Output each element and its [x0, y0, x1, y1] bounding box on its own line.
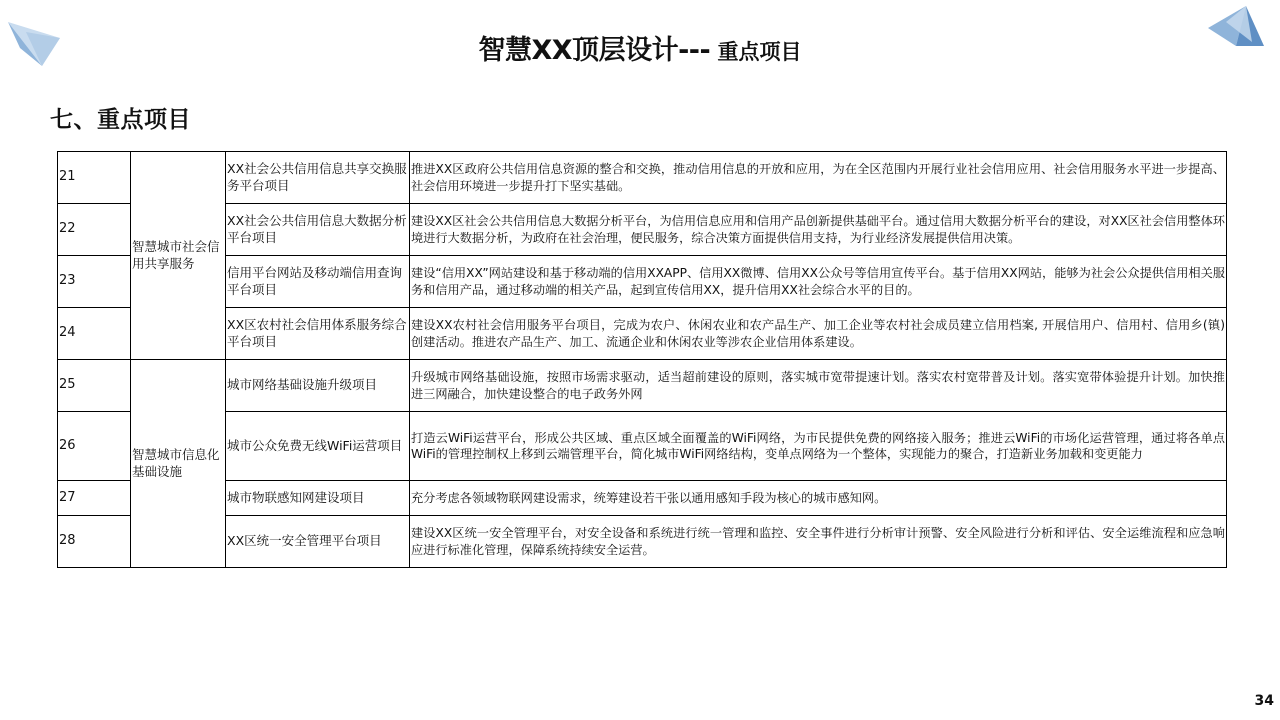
project-name: XX区农村社会信用体系服务综合平台项目: [226, 308, 410, 360]
table-row: [58, 412, 1227, 481]
project-description: 建设XX区社会公共信用信息大数据分析平台，为信用信息应用和信用产品创新提供基础平台。通过信用大数据分析平台的建设，对XX区社会信用整体环境进行大数据分析，为政府在社会治理，便民服务，综合决策方面提供信用支持，为行业经济发展提供信用决策。: [410, 204, 1227, 256]
project-name: XX社会公共信用信息共享交换服务平台项目: [226, 152, 410, 204]
projects-table: [57, 151, 1227, 568]
row-number: 27: [58, 481, 131, 516]
table-row: [58, 360, 1227, 412]
category-cell: 智慧城市社会信用共享服务: [131, 152, 226, 360]
row-number: 24: [58, 308, 131, 360]
project-description: 打造云WiFi运营平台，形成公共区域、重点区域全面覆盖的WiFi网络，为市民提供免费的网络接入服务；推进云WiFi的市场化运营管理，通过将各单点WiFi的管理控制权上移到云端管理平台，简化城市WiFi网络结构，变单点网络为一个整体，实现能力的聚合，打造新业务加载和变更能力: [410, 412, 1227, 481]
project-name: 城市物联感知网建设项目: [226, 481, 410, 516]
section-heading: 七、重点项目: [50, 107, 191, 133]
page-title-main: 智慧XX顶层设计---: [478, 35, 711, 66]
row-number: 28: [58, 516, 131, 568]
table-row: [58, 516, 1227, 568]
page-title: [0, 28, 1280, 67]
page-number: 34: [1254, 693, 1274, 709]
project-description: 建设XX区统一安全管理平台，对安全设备和系统进行统一管理和监控、安全事件进行分析审计预警、安全风险进行分析和评估、安全运维流程和应急响应进行标准化管理，保障系统持续安全运营。: [410, 516, 1227, 568]
table-row: [58, 204, 1227, 256]
project-description: 推进XX区政府公共信用信息资源的整合和交换，推动信用信息的开放和应用，为在全区范围内开展行业社会信用应用、社会信用服务水平进一步提高、社会信用环境进一步提升打下坚实基础。: [410, 152, 1227, 204]
table-row: [58, 481, 1227, 516]
project-name: 信用平台网站及移动端信用查询平台项目: [226, 256, 410, 308]
project-name: XX社会公共信用信息大数据分析平台项目: [226, 204, 410, 256]
project-name: 城市公众免费无线WiFi运营项目: [226, 412, 410, 481]
project-name: XX区统一安全管理平台项目: [226, 516, 410, 568]
project-description: 建设XX农村社会信用服务平台项目，完成为农户、休闲农业和农产品生产、加工企业等农村社会成员建立信用档案, 开展信用户、信用村、信用乡(镇) 创建活动。推进农产品生产、加工、流通企业和休闲农业等涉农企业信用体系建设。: [410, 308, 1227, 360]
row-number: 23: [58, 256, 131, 308]
project-description: 升级城市网络基础设施，按照市场需求驱动，适当超前建设的原则，落实城市宽带提速计划。落实农村宽带普及计划。落实宽带体验提升计划。加快推进三网融合，加快建设整合的电子政务外网: [410, 360, 1227, 412]
table-row: [58, 152, 1227, 204]
project-description: 充分考虑各领域物联网建设需求，统筹建设若干张以通用感知手段为核心的城市感知网。: [410, 481, 1227, 516]
row-number: 21: [58, 152, 131, 204]
row-number: 26: [58, 412, 131, 481]
project-name: 城市网络基础设施升级项目: [226, 360, 410, 412]
project-description: 建设“信用XX”网站建设和基于移动端的信用XXAPP、信用XX微博、信用XX公众号等信用宣传平台。基于信用XX网站，能够为社会公众提供信用相关服务和信用产品，通过移动端的相关产品，起到宣传信用XX，提升信用XX社会综合水平的目的。: [410, 256, 1227, 308]
category-cell: 智慧城市信息化基础设施: [131, 360, 226, 568]
page-title-sub: 重点项目: [710, 40, 802, 64]
table-row: [58, 308, 1227, 360]
row-number: 22: [58, 204, 131, 256]
row-number: 25: [58, 360, 131, 412]
table-row: [58, 256, 1227, 308]
